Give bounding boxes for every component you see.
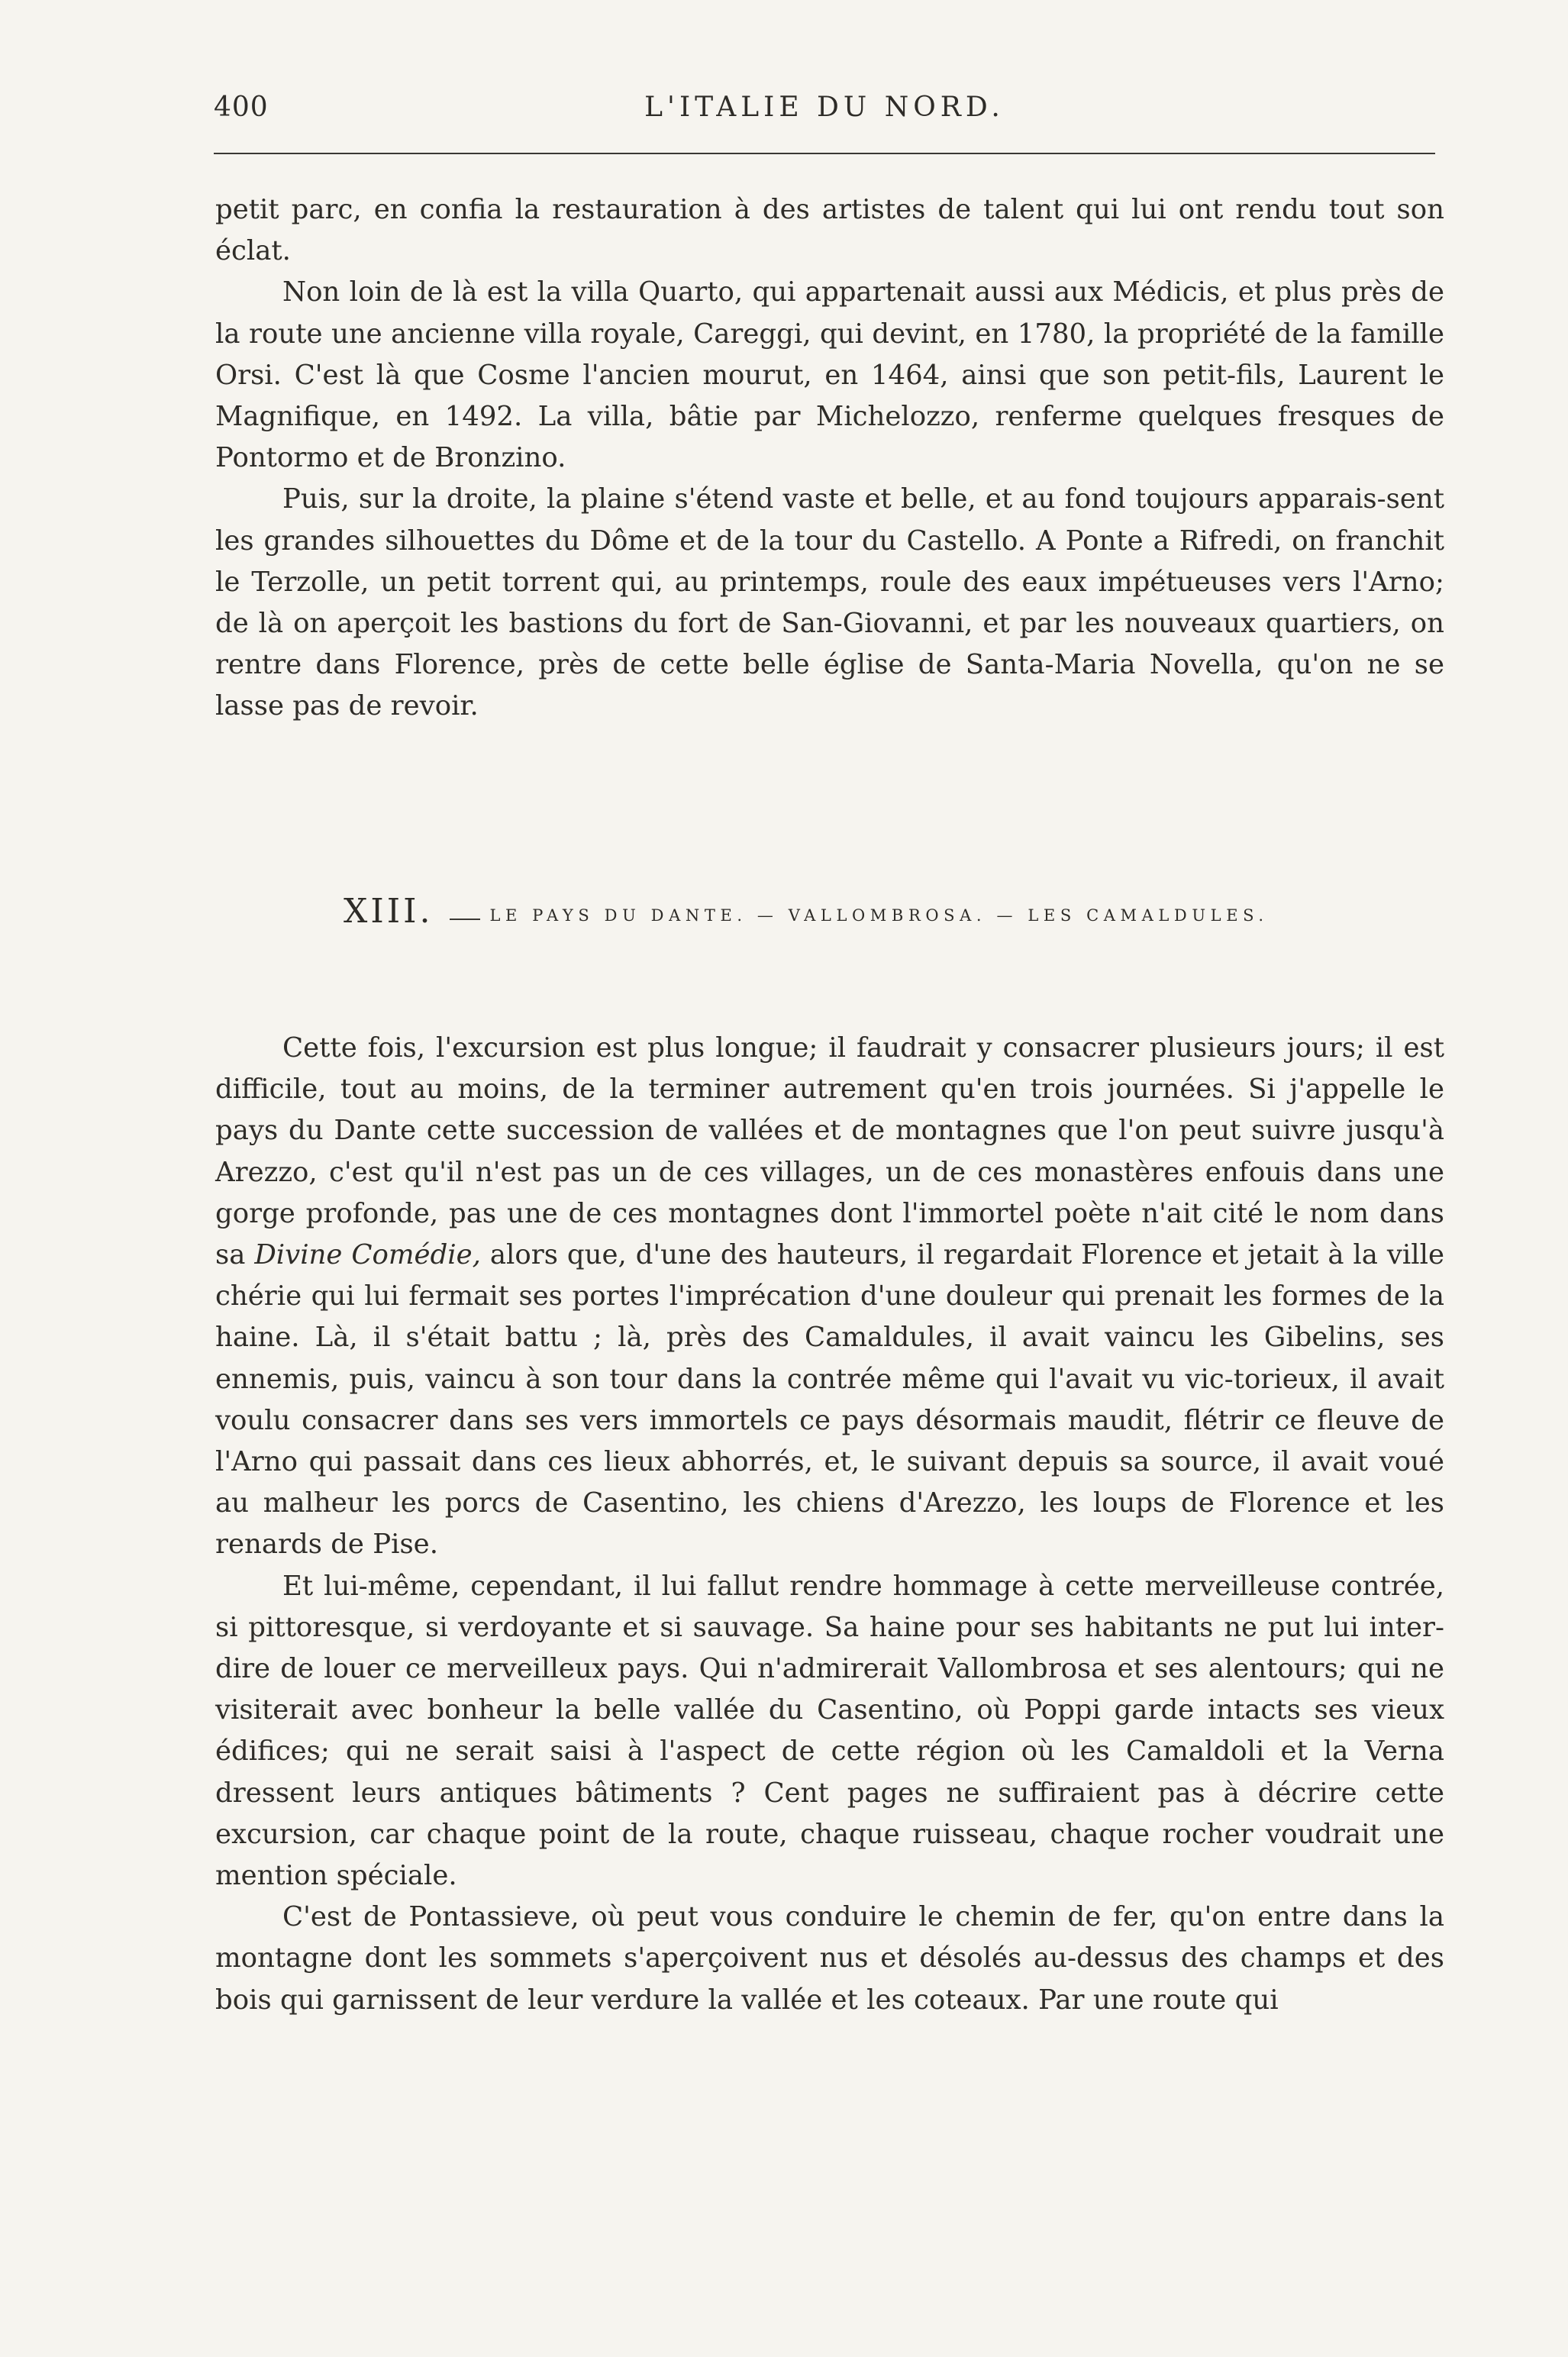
text-run: alors que, d'une des hauteurs, il regardait Florence et jetait à la ville chérie qui lui fermait ses portes l'imprécation d'une douleur qui prenait les formes de la haine. Là, il s'était battu ; là, près des Camaldules, il avait vaincu les Gibelins, ses ennemis, puis, vaincu à son tour dans la contrée même qui l'avait vu vic-torieux, il avait voulu consacrer dans ses vers immortels ce pays désormais maudit, flétrir ce fleuve de l'Arno qui passait dans ces lieux abhorrés, et, le suivant depuis sa source, il avait voué au malheur les porcs de Casentino, les chiens d'Arezzo, les loups de Florence et les renards de Pise.: [215, 1239, 1444, 1561]
header-rule: [214, 153, 1435, 154]
chapter-dash: [450, 919, 480, 920]
running-head: [214, 92, 1435, 137]
chapter-heading: [344, 892, 1336, 931]
text-block-top: [215, 189, 1444, 728]
paragraph: Et lui-même, cependant, il lui fallut rendre hommage à cette merveilleuse contrée, si pittoresque, si verdoyante et si sauvage. Sa haine pour ses habitants ne put lui inter-dire de louer ce merveilleux pays. Qui n'admirerait Vallombrosa et ses alentours; qui ne visiterait avec bonheur la belle vallée du Casentino, où Poppi garde intacts ses vieux édifices; qui ne serait saisi à l'aspect de cette région où les Camaldoli et la Verna dressent leurs antiques bâtiments ? Cent pages ne suffiraient pas à décrire cette excursion, car chaque point de la route, chaque ruisseau, chaque rocher voudrait une mention spéciale.: [215, 1570, 1444, 1892]
italic-title: Divine Comédie,: [254, 1239, 481, 1271]
text-block-bottom: [215, 1028, 1444, 2021]
paragraph: Puis, sur la droite, la plaine s'étend vaste et belle, et au fond toujours apparais-sent les grandes silhouettes du Dôme et de la tour du Castello. A Ponte a Rifredi, on franchit le Terzolle, un petit torrent qui, au printemps, roule des eaux impétueuses vers l'Arno; de là on aperçoit les bastions du fort de San-Giovanni, et par les nouveaux quartiers, on rentre dans Florence, près de cette belle église de Santa-Maria Novella, qu'on ne se lasse pas de revoir.: [215, 483, 1444, 722]
page-number: 400: [214, 92, 269, 123]
paragraph: petit parc, en confia la restauration à des artistes de talent qui lui ont rendu tout son éclat.: [215, 194, 1444, 267]
chapter-title: LE PAYS DU DANTE. — VALLOMBROSA. — LES CAMALDULES.: [489, 906, 1269, 925]
paragraph: C'est de Pontassieve, où peut vous conduire le chemin de fer, qu'on entre dans la montagne dont les sommets s'aperçoivent nus et désolés au-dessus des champs et des bois qui garnissent de leur verdure la vallée et les coteaux. Par une route qui: [215, 1901, 1444, 2016]
text-run: Cette fois, l'excursion est plus longue; il faudrait y consacrer plusieurs jours; il est difficile, tout au moins, de la terminer autrement qu'en trois journées. Si j'appelle le pays du Dante cette succession de vallées et de montagnes que l'on peut suivre jusqu'à Arezzo, c'est qu'il n'est pas un de ces villages, un de ces monastères enfouis dans une gorge profonde, pas une de ces montagnes dont l'immortel poète n'ait cité le nom dans sa: [215, 1032, 1444, 1271]
running-title: L'ITALIE DU NORD.: [644, 92, 1005, 123]
chapter-number: XIII.: [344, 892, 434, 931]
paragraph: Non loin de là est la villa Quarto, qui appartenait aussi aux Médicis, et plus près de la route une ancienne villa royale, Careggi, qui devint, en 1780, la propriété de la famille Orsi. C'est là que Cosme l'ancien mourut, en 1464, ainsi que son petit-fils, Laurent le Magnifique, en 1492. La villa, bâtie par Michelozzo, renferme quelques fresques de Pontormo et de Bronzino.: [215, 276, 1444, 474]
paragraph: [215, 1028, 1444, 1566]
